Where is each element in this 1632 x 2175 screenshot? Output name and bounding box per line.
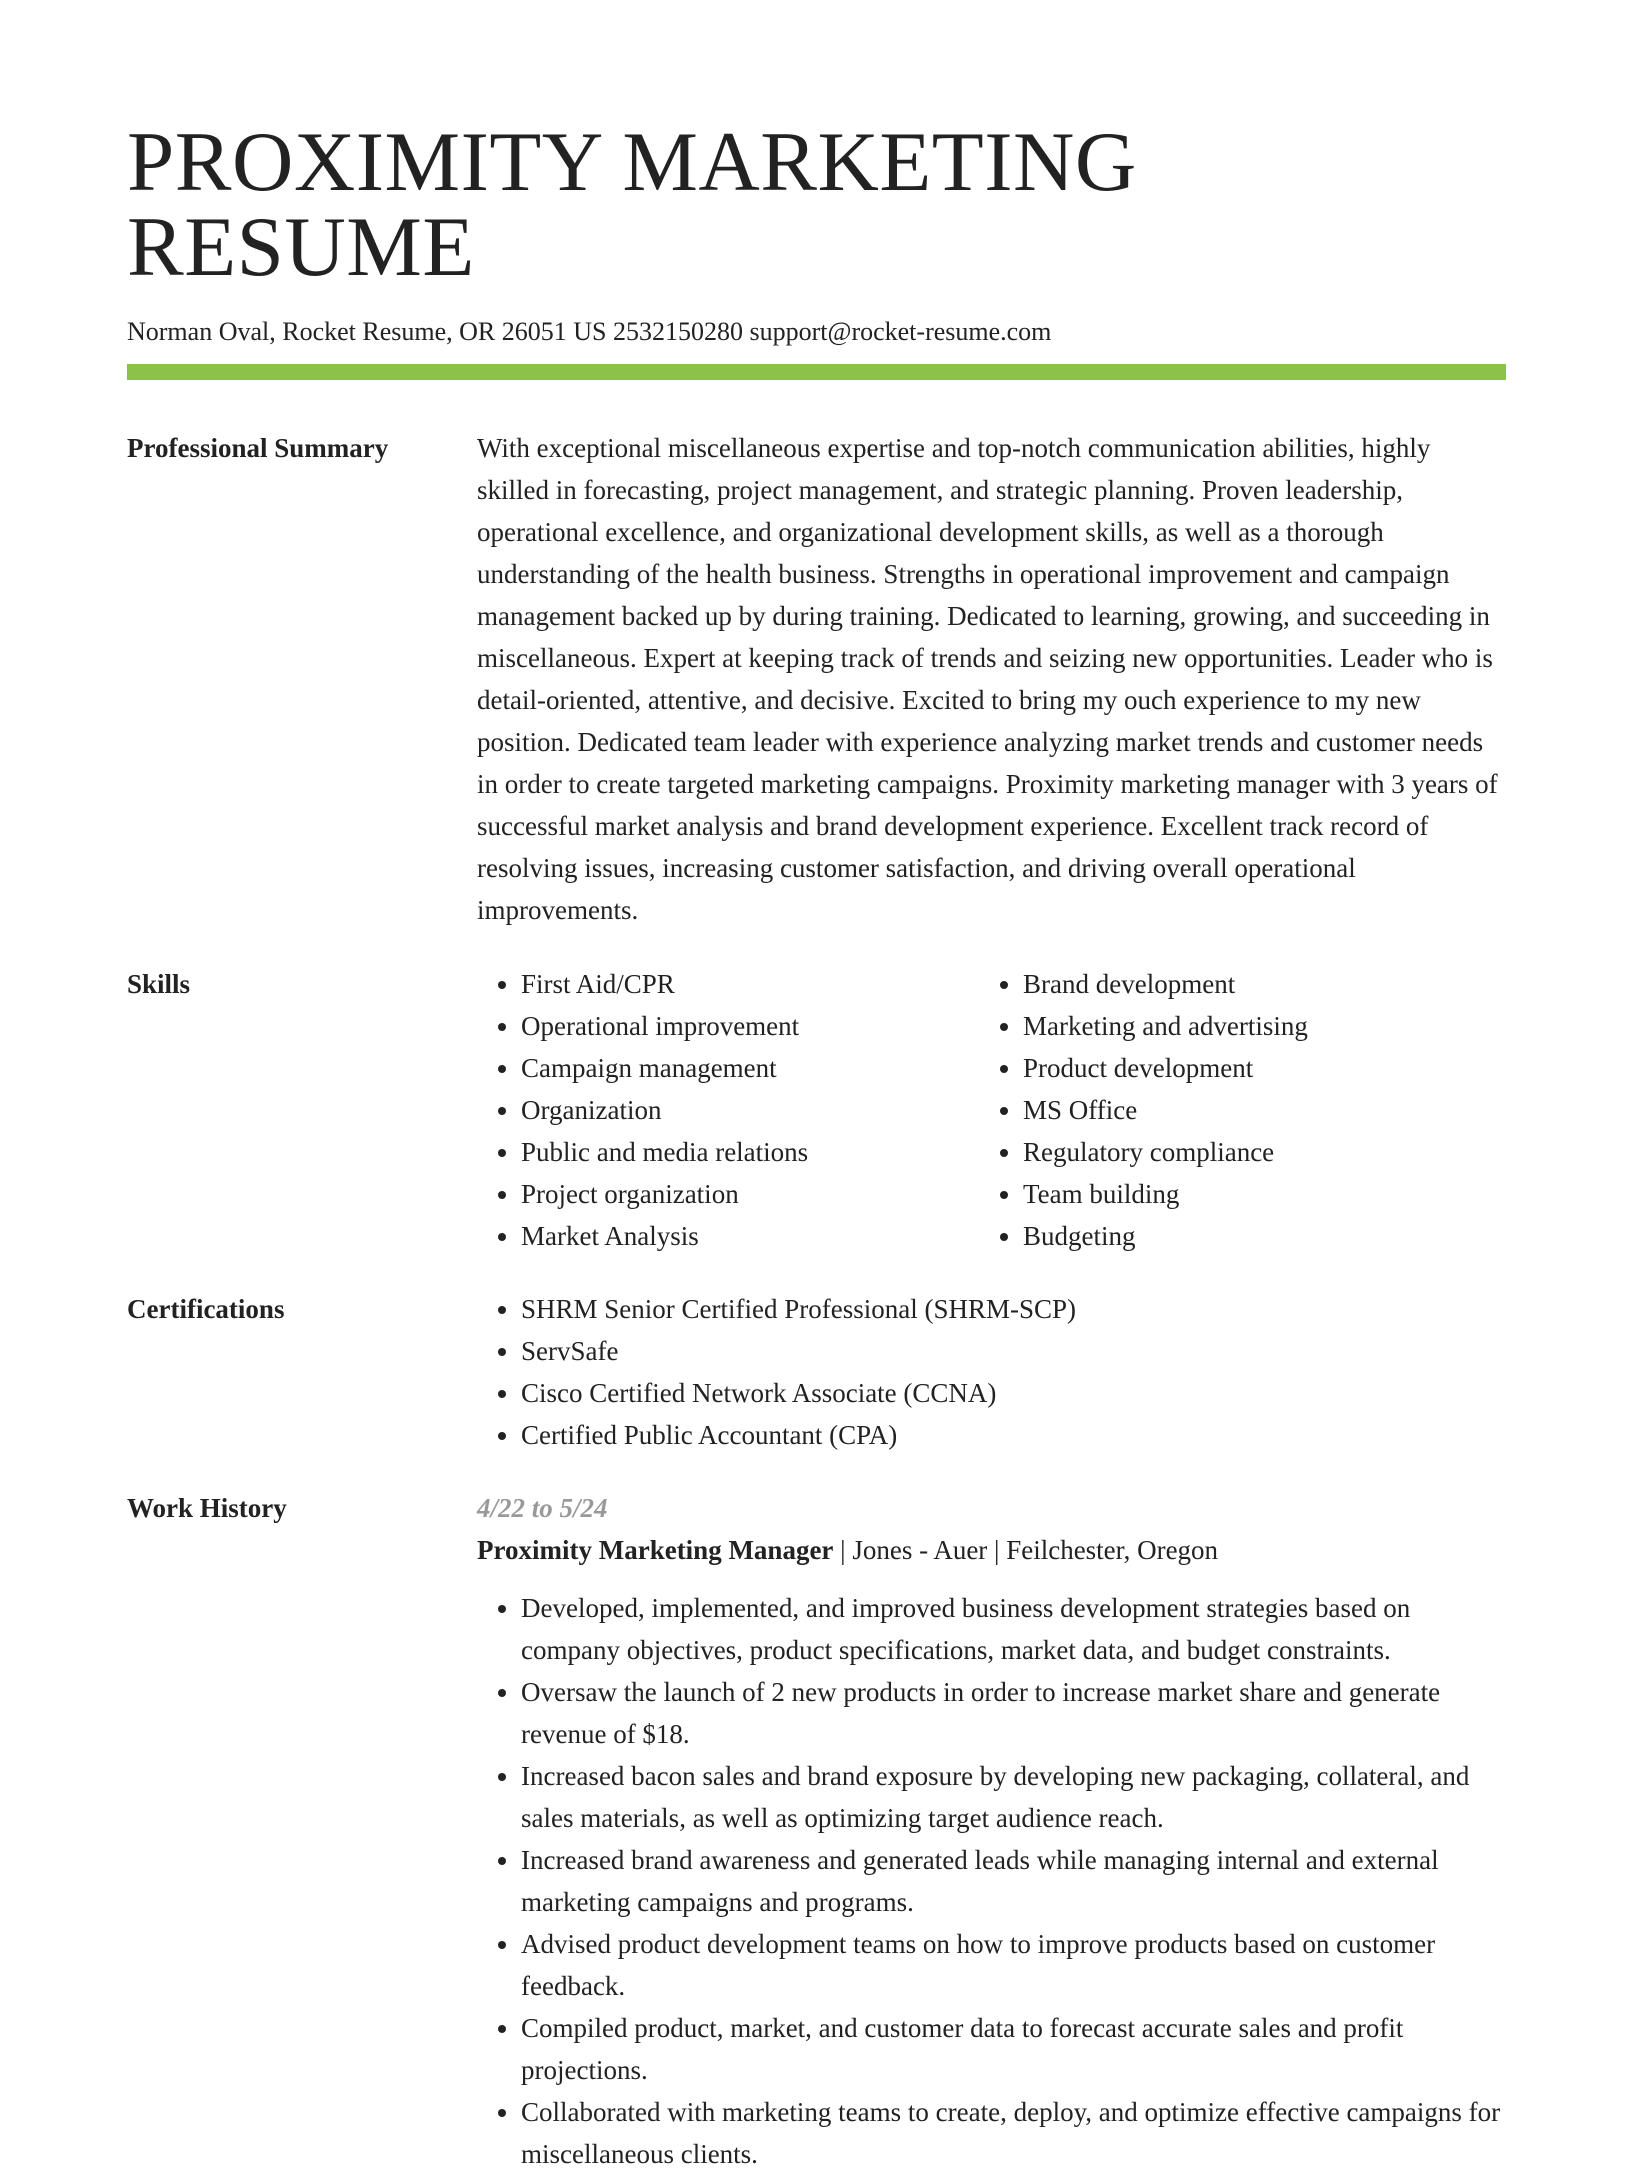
certifications-heading: Certifications xyxy=(127,1293,285,1324)
skill-item: • Product development xyxy=(1023,1047,1481,1089)
skills-columns xyxy=(477,963,1506,1257)
skill-item: • Marketing and advertising xyxy=(1023,1005,1481,1047)
skill-item: • Project organization xyxy=(521,1173,979,1215)
certification-item: • SHRM Senior Certified Professional (SHRM-SCP) xyxy=(521,1288,1506,1330)
skill-item: • MS Office xyxy=(1023,1089,1481,1131)
job-title-line xyxy=(477,1529,1506,1571)
summary-heading: Professional Summary xyxy=(127,432,389,463)
job-bullet: • Increased brand awareness and generated leads while managing internal and external marketing campaigns and programs. xyxy=(521,1839,1506,1923)
work-history-heading: Work History xyxy=(127,1492,287,1523)
skills-list-right xyxy=(979,963,1481,1257)
skill-item: • Budgeting xyxy=(1023,1215,1481,1257)
certification-item: • ServSafe xyxy=(521,1330,1506,1372)
skill-item: • Public and media relations xyxy=(521,1131,979,1173)
skills-column-left xyxy=(477,963,979,1257)
skill-item: • Brand development xyxy=(1023,963,1481,1005)
work-history-section xyxy=(127,1487,1506,2175)
job-dates: 4/22 to 5/24 xyxy=(477,1492,608,1523)
skill-item: • Organization xyxy=(521,1089,979,1131)
summary-section xyxy=(127,427,1506,931)
skills-list-left xyxy=(477,963,979,1257)
skill-item: • Regulatory compliance xyxy=(1023,1131,1481,1173)
skills-section xyxy=(127,963,1506,1257)
job-bullet: • Collaborated with marketing teams to create, deploy, and optimize effective campaigns for miscellaneous clients. xyxy=(521,2091,1506,2175)
skills-heading: Skills xyxy=(127,968,191,999)
job-bullets xyxy=(477,1587,1506,2175)
summary-body xyxy=(477,427,1506,931)
skill-item: • Team building xyxy=(1023,1173,1481,1215)
certifications-list xyxy=(477,1288,1506,1456)
job-bullet: • Oversaw the launch of 2 new products in order to increase market share and generate revenue of $18. xyxy=(521,1671,1506,1755)
skill-item: • Operational improvement xyxy=(521,1005,979,1047)
skill-item: • Campaign management xyxy=(521,1047,979,1089)
job-bullet: • Compiled product, market, and customer data to forecast accurate sales and profit projections. xyxy=(521,2007,1506,2091)
resume-title: PROXIMITY MARKETING RESUME xyxy=(127,115,1137,294)
contact-line: Norman Oval, Rocket Resume, OR 26051 US 2532150280 support@rocket-resume.com xyxy=(127,317,1052,346)
certifications-body xyxy=(477,1288,1506,1456)
job-bullet: • Increased bacon sales and brand exposure by developing new packaging, collateral, and sales materials, as well as optimizing target audience reach. xyxy=(521,1755,1506,1839)
work-history-body xyxy=(477,1487,1506,2175)
job-bullet: • Developed, implemented, and improved business development strategies based on company objectives, product specifications, market data, and budget constraints. xyxy=(521,1587,1506,1671)
accent-divider xyxy=(127,364,1506,380)
job-title: Proximity Marketing Manager xyxy=(477,1534,834,1565)
skill-item: • Market Analysis xyxy=(521,1215,979,1257)
certification-item: • Cisco Certified Network Associate (CCNA) xyxy=(521,1372,1506,1414)
certification-item: • Certified Public Accountant (CPA) xyxy=(521,1414,1506,1456)
summary-text: With exceptional miscellaneous expertise and top-notch communication abilities, highly skilled in forecasting, project management, and strategic planning. Proven leadership, operational excellence, and organizational development skills, as well as a thorough understanding of the health business. Strengths in operational improvement and campaign management backed up by during training. Dedicated to learning, growing, and succeeding in miscellaneous. Expert at keeping track of trends and seizing new opportunities. Leader who is detail-oriented, attentive, and decisive. Excited to bring my ouch experience to my new position. Dedicated team leader with experience analyzing market trends and customer needs in order to create targeted marketing campaigns. Proximity marketing manager with 3 years of successful market analysis and brand development experience. Excellent track record of resolving issues, increasing customer satisfaction, and driving overall operational improvements. xyxy=(477,432,1498,925)
skill-item: • First Aid/CPR xyxy=(521,963,979,1005)
certifications-section xyxy=(127,1288,1506,1456)
job-bullet: • Advised product development teams on how to improve products based on customer feedback. xyxy=(521,1923,1506,2007)
job-company-location: | Jones - Auer | Feilchester, Oregon xyxy=(833,1534,1219,1565)
skills-column-right xyxy=(979,963,1481,1257)
